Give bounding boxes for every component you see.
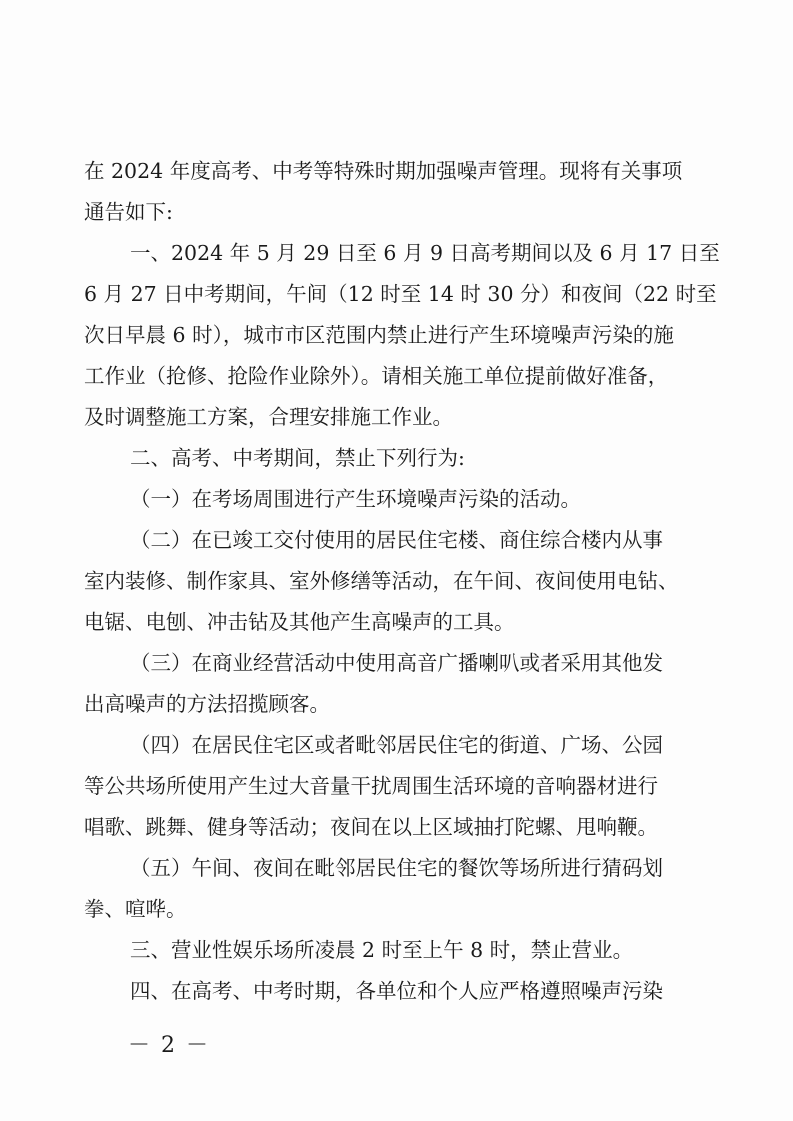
text-line: 唱歌、跳舞、健身等活动；夜间在以上区域抽打陀螺、甩响鞭。 bbox=[84, 815, 658, 839]
text-line: 通告如下: bbox=[84, 200, 173, 224]
text-line: 四、在高考、中考时期，各单位和个人应严格遵照噪声污染 bbox=[130, 979, 663, 1003]
page-number: － 2 － bbox=[128, 1033, 210, 1058]
text-line: 在 2024 年度高考、中考等特殊时期加强噪声管理。现将有关事项 bbox=[84, 159, 683, 183]
text-line: （四）在居民住宅区或者毗邻居民住宅的街道、广场、公园 bbox=[130, 733, 663, 757]
text-line: 拳、喧哗。 bbox=[84, 897, 187, 921]
text-line: 6 月 27 日中考期间，午间（12 时至 14 时 30 分）和夜间（22 时至 bbox=[84, 282, 717, 306]
text-line: （三）在商业经营活动中使用高音广播喇叭或者采用其他发 bbox=[130, 651, 663, 675]
text-line: 室内装修、制作家具、室外修缮等活动，在午间、夜间使用电钻、 bbox=[84, 569, 679, 593]
text-line: 等公共场所使用产生过大音量干扰周围生活环境的音响器材进行 bbox=[84, 774, 658, 798]
text-line: 工作业（抢修、抢险作业除外）。请相关施工单位提前做好准备， bbox=[84, 364, 669, 388]
text-line: 次日早晨 6 时），城市市区范围内禁止进行产生环境噪声污染的施 bbox=[84, 323, 674, 347]
text-line: 三、营业性娱乐场所凌晨 2 时至上午 8 时，禁止营业。 bbox=[130, 938, 634, 962]
text-line: （五）午间、夜间在毗邻居民住宅的餐饮等场所进行猜码划 bbox=[130, 856, 663, 880]
text-line: 二、高考、中考期间，禁止下列行为: bbox=[130, 446, 465, 470]
text-line: 及时调整施工方案，合理安排施工作业。 bbox=[84, 405, 453, 429]
text-line: （一）在考场周围进行产生环境噪声污染的活动。 bbox=[130, 487, 581, 511]
text-line: （二）在已竣工交付使用的居民住宅楼、商住综合楼内从事 bbox=[130, 528, 663, 552]
text-line: 一、2024 年 5 月 29 日至 6 月 9 日高考期间以及 6 月 17 日至 bbox=[130, 241, 720, 265]
text-line: 出高噪声的方法招揽顾客。 bbox=[84, 692, 330, 716]
text-line: 电锯、电刨、冲击钻及其他产生高噪声的工具。 bbox=[84, 610, 515, 634]
